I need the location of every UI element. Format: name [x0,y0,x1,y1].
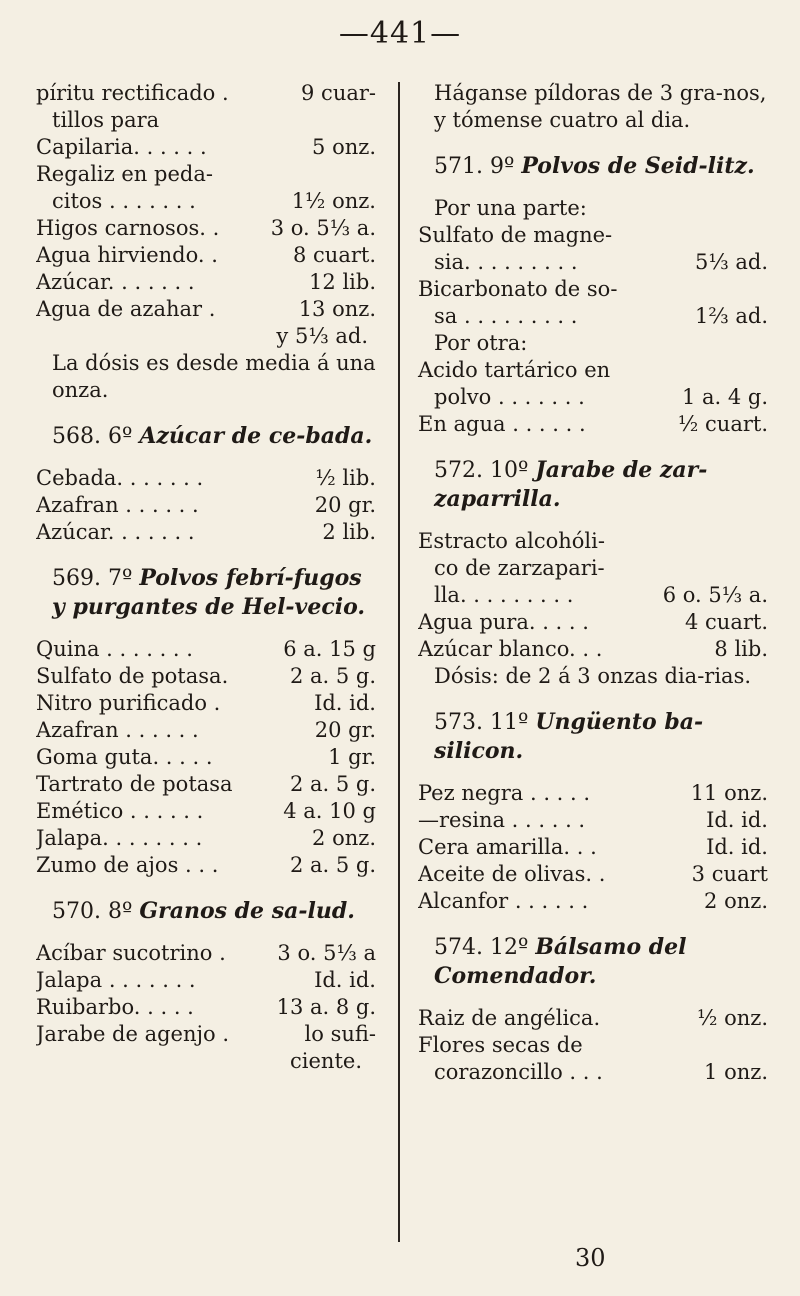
ingredient-row: sia. . . . . . . . . 5⅓ ad. [434,250,768,274]
ingredient-row: Emético . . . . . . 4 a. 10 g [36,799,376,823]
ingredient-row: Pez negra . . . . . 11 onz. [418,781,768,805]
ingredient-list-574 [418,1005,768,1086]
column-divider [398,82,400,1242]
ingredient-row: lla. . . . . . . . . 6 o. 5⅓ a. [434,583,768,607]
ingredient-list-569 [36,636,376,879]
section-heading-574: 574. 12º Bálsamo del Comendador. [434,934,687,989]
ingredient-list-573 [418,780,768,915]
part-label: Por otra: [434,331,528,355]
recipe-line: Agua hirviendo. . 8 cuart. [36,243,376,267]
ingredient-row: Alcanfor . . . . . . 2 onz. [418,889,768,913]
section-heading-573: 573. 11º Ungüento ba-silicon. [434,709,704,764]
ingredient-row: Aceite de olivas. . 3 cuart [418,862,768,886]
ingredient-row: —resina . . . . . . Id. id. [418,808,768,832]
ingredient-row: Estracto alcohóli- [418,529,605,553]
signature-mark: 30 [575,1244,606,1272]
ingredient-row: Sulfato de magne- [418,223,613,247]
ingredient-row: Cera amarilla. . . Id. id. [418,835,768,859]
ingredient-row: Acido tartárico en [418,358,611,382]
ingredient-row: corazoncillo . . . 1 onz. [434,1060,768,1084]
recipe-line: citos . . . . . . . 1½ onz. [52,189,376,213]
ingredient-row: Tartrato de potasa 2 a. 5 g. [36,772,376,796]
ingredient-list-568 [36,465,376,546]
ingredient-row: Raiz de angélica. ½ onz. [418,1006,768,1030]
ingredient-row: Zumo de ajos . . . 2 a. 5 g. [36,853,376,877]
ingredient-list-572 [418,528,768,690]
ingredient-row: Agua pura. . . . . 4 cuart. [418,610,768,634]
ingredient-row: Azúcar. . . . . . . 2 lib. [36,520,376,544]
part-label: Por una parte: [434,196,587,220]
section-heading-569: 569. 7º Polvos febrí-fugos y purgantes de Hel-vecio. [52,565,366,620]
recipe-line: tillos para [52,108,160,132]
right-column [418,80,768,1086]
recipe-line: Azúcar. . . . . . . 12 lib. [36,270,376,294]
ingredient-row: ciente. [290,1049,362,1073]
section-heading-568: 568. 6º Azúcar de ce-bada. [52,423,373,449]
section-heading-571: 571. 9º Polvos de Seid-litz. [434,153,755,179]
recipe-line: y 5⅓ ad. [276,324,368,348]
section-heading-570: 570. 8º Granos de sa-lud. [52,898,355,924]
recipe-line: Agua de azahar . 13 onz. [36,297,376,321]
ingredient-row: Nitro purificado . Id. id. [36,691,376,715]
ingredient-row: Acíbar sucotrino . 3 o. 5⅓ a [36,941,376,965]
ingredient-row: Bicarbonato de so- [418,277,618,301]
recipe-line: Higos carnosos. . 3 o. 5⅓ a. [36,216,376,240]
instruction-paragraph: Háganse píldoras de 3 gra-nos, y tómense cuatro al dia. [434,81,767,132]
ingredient-row: Jarabe de agenjo . lo sufi- [36,1022,376,1046]
ingredient-list-570 [36,940,376,1075]
ingredient-row: polvo . . . . . . . 1 a. 4 g. [434,385,768,409]
page-number: —441— [338,16,462,51]
ingredient-row: Goma guta. . . . . 1 gr. [36,745,376,769]
recipe-line: Capilaria. . . . . . 5 onz. [36,135,376,159]
recipe-line: Regaliz en peda- [36,162,213,186]
ingredient-row: Sulfato de potasa. 2 a. 5 g. [36,664,376,688]
recipe-line: píritu rectificado . 9 cuar- [36,81,376,105]
ingredient-row: Quina . . . . . . . 6 a. 15 g [36,637,376,661]
left-column [36,80,376,1075]
ingredient-row: sa . . . . . . . . . 1⅔ ad. [434,304,768,328]
ingredient-row: Flores secas de [418,1033,583,1057]
ingredient-list-571 [418,195,768,438]
ingredient-row: Jalapa . . . . . . . Id. id. [36,968,376,992]
ingredient-row: Azúcar blanco. . . 8 lib. [418,637,768,661]
ingredient-row: Cebada. . . . . . . ½ lib. [36,466,376,490]
dosage-note: La dósis es desde media á una onza. [52,351,376,402]
ingredient-row: Ruibarbo. . . . . 13 a. 8 g. [36,995,376,1019]
section-heading-572: 572. 10º Jarabe de zar-zaparrilla. [434,457,708,512]
dosage-note: Dósis: de 2 á 3 onzas dia-rias. [434,664,752,688]
ingredient-row: Azafran . . . . . . 20 gr. [36,718,376,742]
ingredient-row: En agua . . . . . . ½ cuart. [418,412,768,436]
ingredient-row: co de zarzapari- [434,556,605,580]
ingredient-row: Jalapa. . . . . . . . 2 onz. [36,826,376,850]
ingredient-row: Azafran . . . . . . 20 gr. [36,493,376,517]
